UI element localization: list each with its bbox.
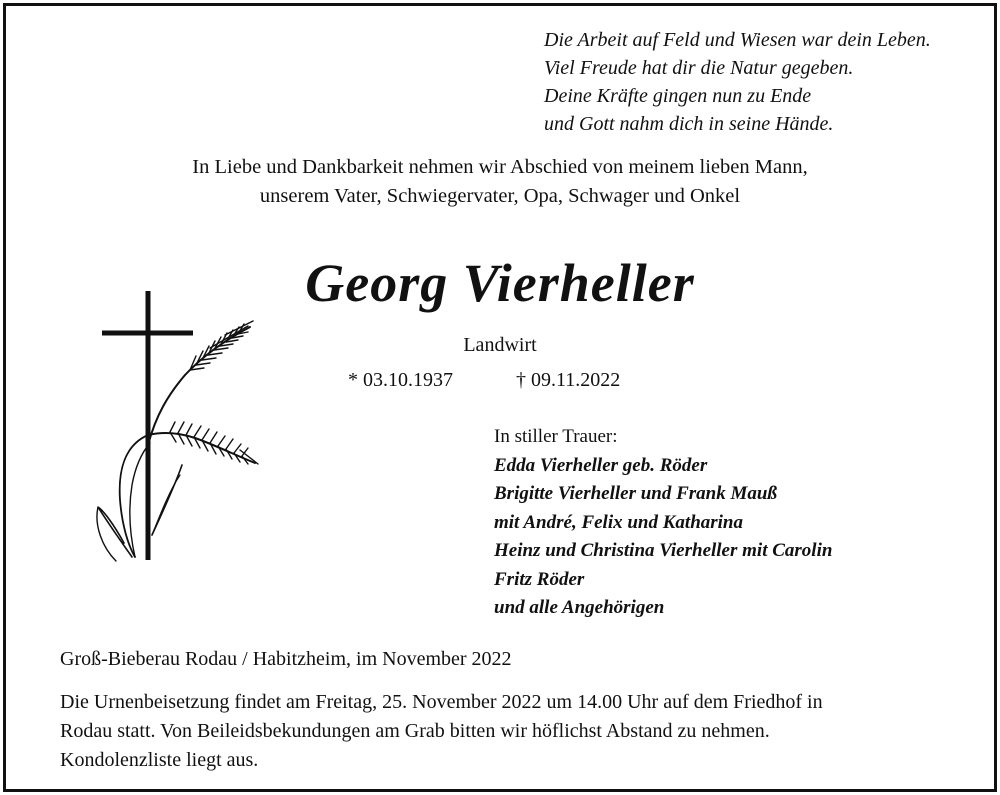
birth-date: * 03.10.1937 [348,369,453,391]
intro-text [0,153,1000,211]
mourner-name: Brigitte Vierheller und Frank Mauß [494,483,777,504]
intro-line: unserem Vater, Schwiegervater, Opa, Schwager und Onkel [259,185,741,207]
funeral-notice [60,688,940,775]
poem [544,26,931,138]
notice-line: Die Urnenbeisetzung findet am Freitag, 25. November 2022 um 14.00 Uhr auf dem Friedhof in [60,691,823,713]
notice-line: Kondolenzliste liegt aus. [60,749,259,771]
poem-line: Viel Freude hat dir die Natur gegeben. [544,57,854,79]
deceased-name: Georg Vierheller [305,253,695,313]
mourners-heading: In stiller Trauer: [494,426,618,447]
deceased-occupation: Landwirt [463,334,537,356]
poem-line: und Gott nahm dich in seine Hände. [544,113,834,135]
mourner-name: Heinz und Christina Vierheller mit Carolin [494,540,833,561]
notice-line: Rodau statt. Von Beileidsbekundungen am Grab bitten wir höflichst Abstand zu nehmen. [60,720,770,742]
cross-with-wheat-icon [90,285,260,565]
mourner-name: und alle Angehörigen [494,597,665,618]
poem-line: Die Arbeit auf Feld und Wiesen war dein Leben. [544,29,931,51]
poem-line: Deine Kräfte gingen nun zu Ende [544,85,812,107]
intro-line: In Liebe und Dankbarkeit nehmen wir Abschied von meinem lieben Mann, [192,156,808,178]
mourner-name: Edda Vierheller geb. Röder [494,454,708,476]
mourners-block [494,423,832,623]
mourner-name: mit André, Felix und Katharina [494,511,744,533]
death-date: † 09.11.2022 [516,369,621,391]
mourner-name: Fritz Röder [494,568,585,590]
place-and-date: Groß-Bieberau Rodau / Habitzheim, im November 2022 [60,648,512,670]
